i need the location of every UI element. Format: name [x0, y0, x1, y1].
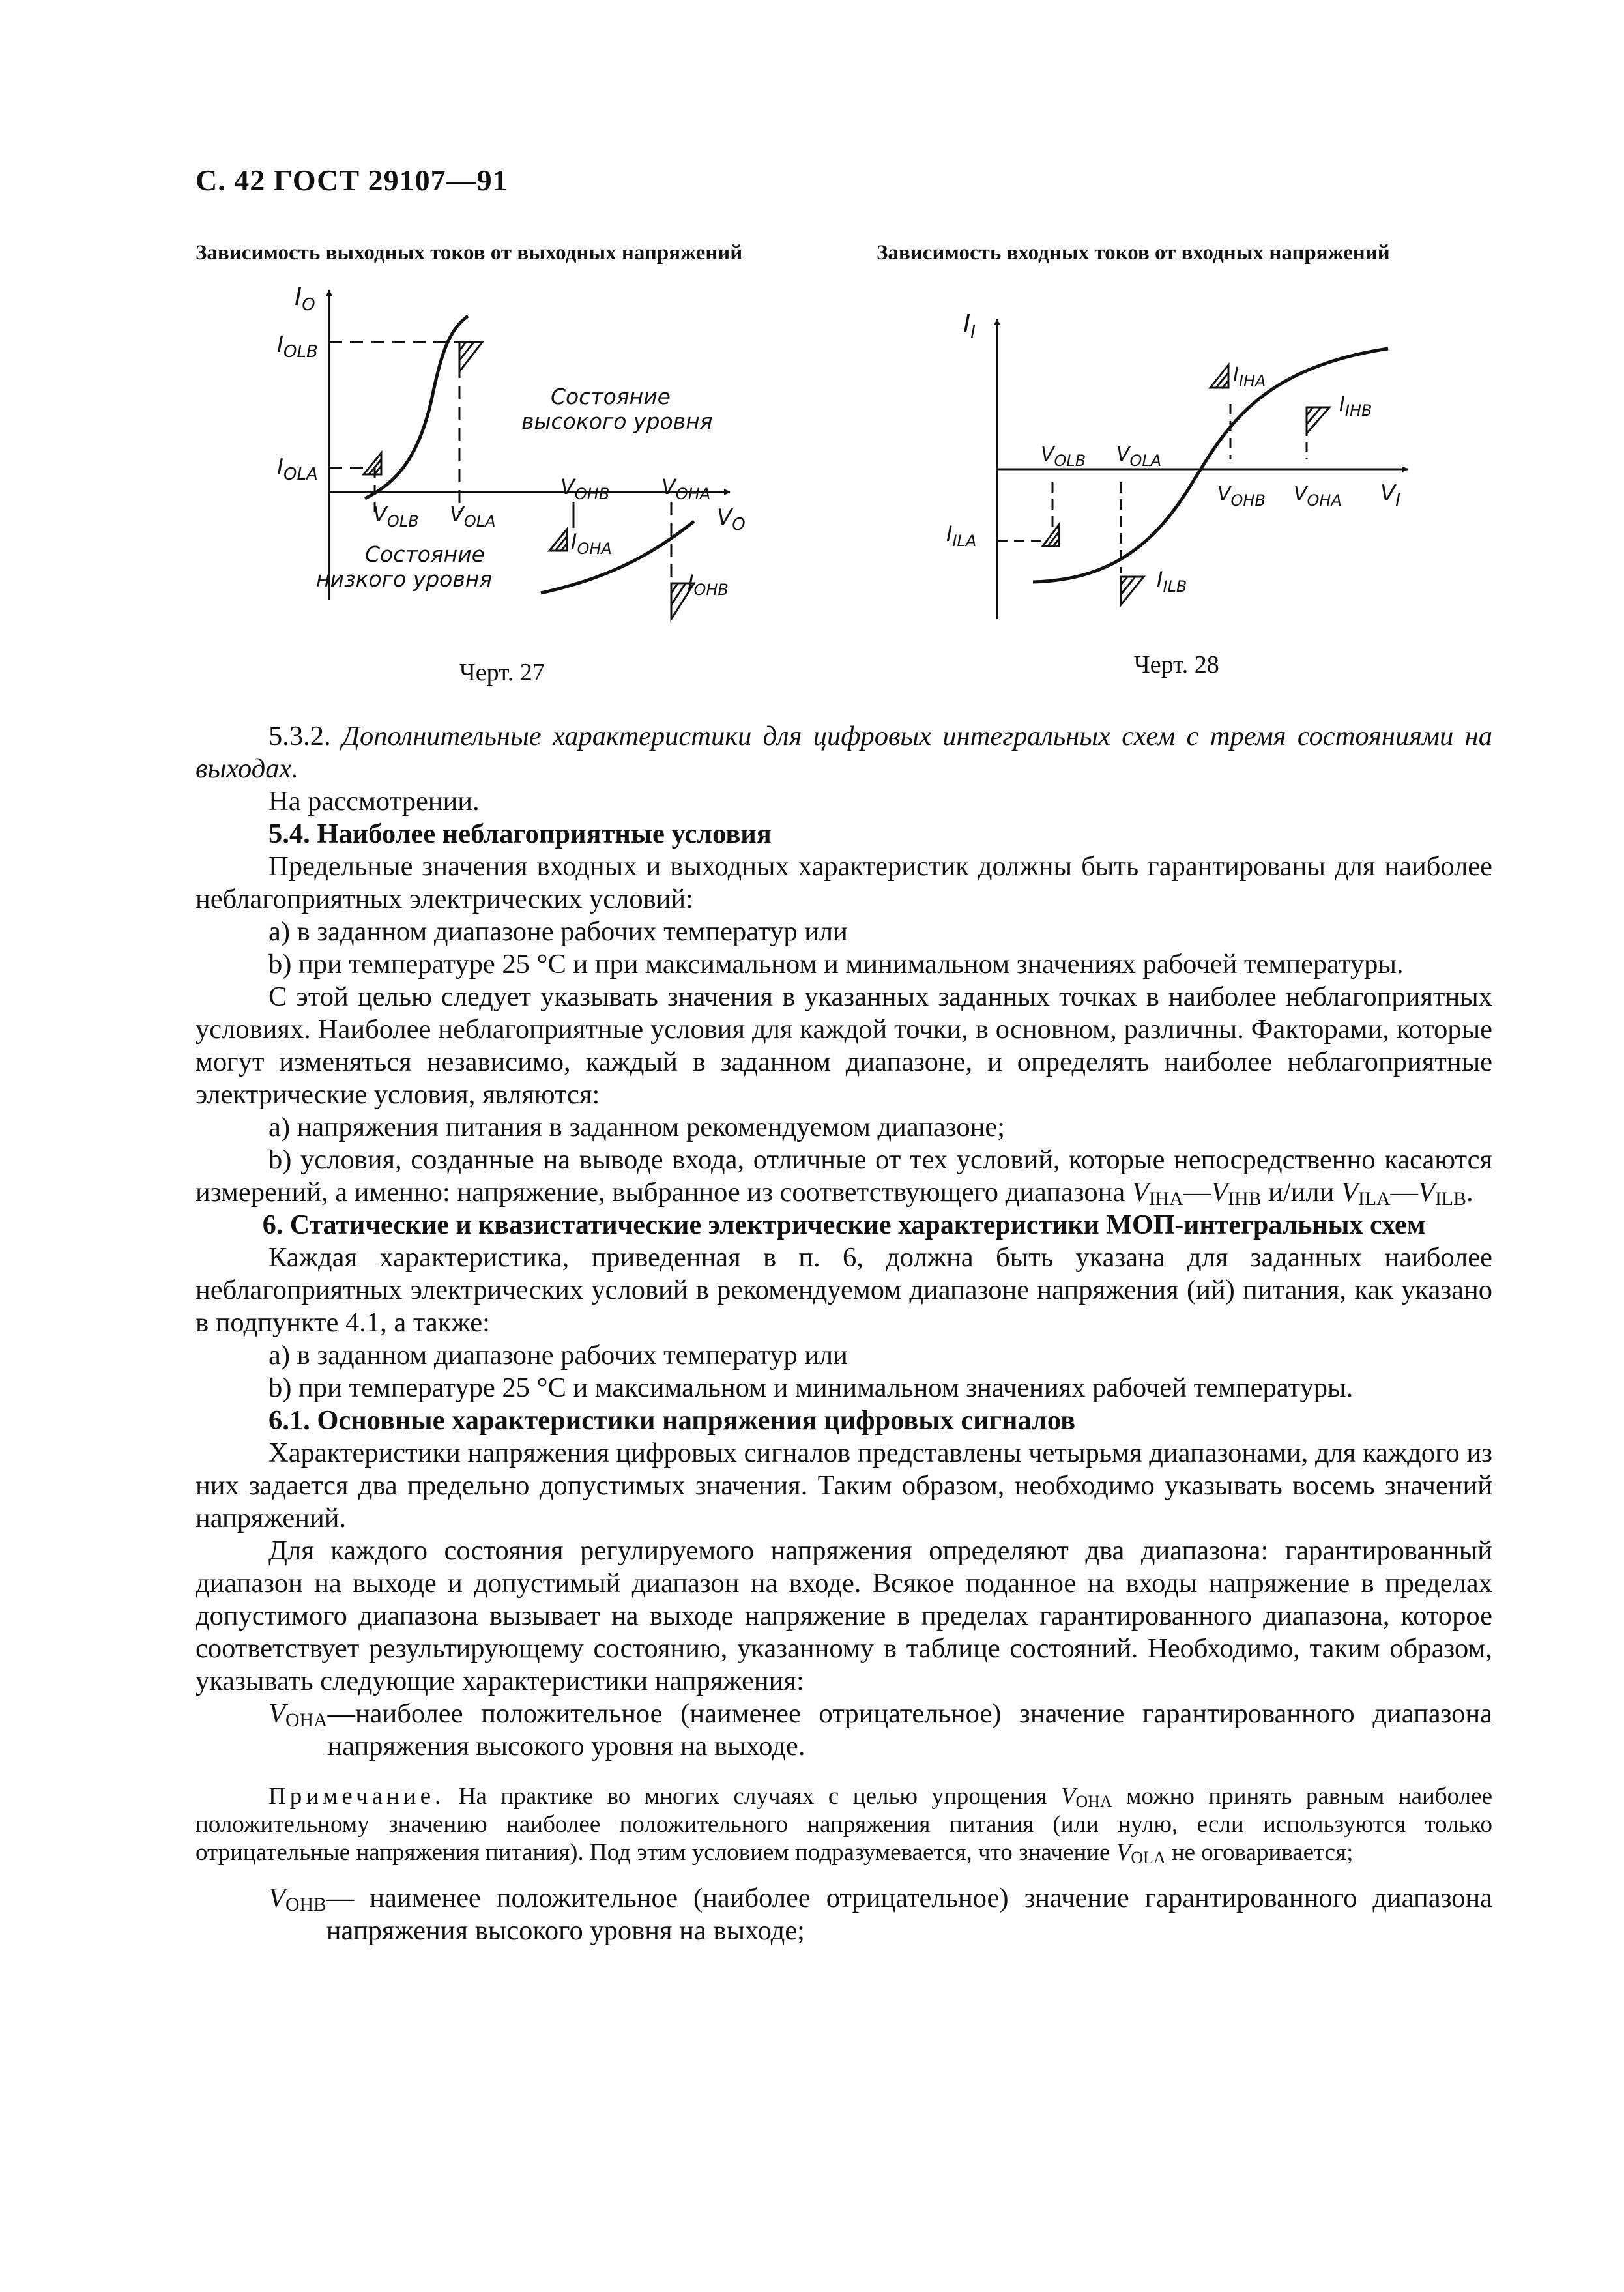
- para-6-1: Каждая характеристика, приведенная в п. 6, должна быть указана для заданных наиболее неблагоприятных электрических условий в рекомендуемом диапазоне напряжения (ий) питания, как указано в подпункте 4.1, а также:: [196, 1242, 1492, 1338]
- fig27-iolb-marker: [459, 342, 482, 371]
- svg-text:VOHA: $V_{OHA}$: [661, 474, 711, 503]
- svg-text:IOLB: $I_{OLB}$: [277, 332, 318, 362]
- fig28-iihb-marker: [1307, 407, 1329, 433]
- figure-28-caption: Зависимость входных токов от входных напряжений: [877, 241, 1390, 265]
- svg-text:VOLA: $V_{OLA}$: [1116, 443, 1162, 470]
- figure-27-caption: Зависимость выходных токов от выходных напряжений: [196, 241, 743, 265]
- svg-text:IOHB: $I_{OHB}$: [688, 570, 729, 599]
- fig27-iola-marker: [364, 453, 381, 474]
- list-5-4-a2: a) напряжения питания в заданном рекомендуемом диапазоне;: [268, 1112, 1006, 1142]
- svg-text:VOLA: $V_{OLA}$: [450, 502, 496, 530]
- heading-6: 6. Статические и квазистатические электрические характеристики МОП-интегральных схем: [262, 1210, 1426, 1240]
- fig28-y-label: $I_I$: [963, 310, 976, 342]
- svg-text:VOHA: $V_{OHA}$: [1294, 483, 1342, 510]
- figure-28-diagram: [938, 306, 1447, 639]
- note-paragraph: Примечание. На практике во многих случаях с целью упрощения $V_{OHA}$ можно принять равным наиболее положительному значению наиболее положительного напряжения питания (или нулю, если используются только отрицательные напряжения питания). Под этим условием подразумевается, что значение $V_{OLA}$ не оговаривается;: [196, 1783, 1492, 1868]
- heading-5-4: 5.4. Наиболее неблагоприятные условия: [268, 819, 772, 849]
- svg-text:VOHB: $V_{OHB}$: [560, 474, 610, 503]
- para-review: На рассмотрении.: [268, 786, 480, 817]
- fig28-curve: [1033, 349, 1388, 582]
- list-5-4-a: a) в заданном диапазоне рабочих температур или: [268, 916, 848, 947]
- page-header: С. 42 ГОСТ 29107—91: [196, 164, 508, 197]
- list-5-4-b: b) при температуре 25 °С и при максимальном и минимальном значениях рабочей температуры.: [268, 949, 1404, 979]
- para-6-1-1: Характеристики напряжения цифровых сигналов представлены четырьмя диапазонами, для каждого из них задается два предельно допустимых значения. Таким образом, необходимо указывать восемь значений напряжений.: [196, 1438, 1492, 1533]
- fig28-iiha-marker: [1210, 365, 1228, 388]
- fig28-iila-marker: [1043, 525, 1059, 546]
- svg-text:VOLB: $V_{OLB}$: [373, 502, 419, 530]
- list-5-4-b2: b) условия, созданные на выводе входа, отличные от тех условий, которые непосредственно касаются измерений, а именно: напряжение, выбранное из соответствующего диапазона $V_{IHA}—V_{IHB}$ и/или $V_{ILA}—V_{ILB}$.: [196, 1144, 1492, 1210]
- svg-text:IIHB: $I_{IHB}$: [1339, 393, 1372, 420]
- svg-text:VO: $V_O$: [717, 504, 746, 534]
- fig27-y-label: $I_O$: [295, 282, 315, 315]
- definition-voha: $V_{OHA}$ —наиболее положительное (наименее отрицательное) значение гарантированного диапазона напряжения высокого уровня на выходе.: [268, 1698, 1492, 1762]
- list-6-b: b) при температуре 25 °С и максимальном и минимальном значениях рабочей температуры.: [268, 1372, 1354, 1403]
- svg-text:высокого уровня: высокого уровня: [521, 409, 713, 434]
- list-6-a: a) в заданном диапазоне рабочих температур или: [268, 1340, 848, 1371]
- para-5-3-2: 5.3.2. Дополнительные характеристики для цифровых интегральных схем с тремя состояниями на выходах.: [196, 721, 1492, 784]
- svg-text:IIHA: $I_{IHA}$: [1233, 364, 1266, 390]
- svg-text:VOHB: $V_{OHB}$: [1217, 483, 1266, 510]
- heading-6-1: 6.1. Основные характеристики напряжения цифровых сигналов: [268, 1405, 1076, 1436]
- fig28-iilb-marker: [1121, 577, 1144, 605]
- svg-text:IOLA: $I_{OLA}$: [277, 454, 318, 484]
- fig27-high-state-label: Состояние: [551, 384, 671, 409]
- svg-text:VI: $V_I$: [1380, 480, 1400, 510]
- svg-text:низкого уровня: низкого уровня: [316, 566, 493, 592]
- fig27-ioha-marker: [549, 529, 567, 551]
- para-5-4-1: Предельные значения входных и выходных характеристик должны быть гарантированы для наиболее неблагоприятных электрических условий:: [196, 851, 1492, 914]
- svg-text:IILB: $I_{ILB}$: [1157, 567, 1187, 596]
- figure-27-diagram: [277, 274, 762, 652]
- definition-vohb: $V_{OHB}$ — наименее положительное (наиболее отрицательное) значение гарантированного диапазона напряжения высокого уровня на выходе;: [268, 1883, 1492, 1946]
- svg-text:VOLB: $V_{OLB}$: [1041, 443, 1086, 470]
- svg-text:IILA: $I_{ILA}$: [946, 521, 977, 550]
- fig27-low-state-label: Состояние: [365, 542, 485, 567]
- svg-text:IOHA: $I_{OHA}$: [571, 529, 612, 558]
- figure-27-label: Черт. 27: [459, 659, 545, 686]
- document-body: [196, 720, 1492, 1947]
- figure-28-label: Черт. 28: [1134, 651, 1219, 678]
- para-6-1-2: Для каждого состояния регулируемого напряжения определяют два диапазона: гарантированный диапазон на выходе и допустимый диапазон на входе. Всякое поданное на входы напряжение в пределах допустимого диапазона вызывает на выходе напряжение в пределах гарантированного диапазона, которое соответствует результирующему состоянию, указанному в таблице состояний. Необходимо, таким образом, указывать следующие характеристики напряжения:: [196, 1535, 1492, 1696]
- para-5-4-2: С этой целью следует указывать значения в указанных заданных точках в наиболее неблагоприятных условиях. Наиболее неблагоприятные условия для каждой точки, в основном, различны. Факторами, которые могут изменяться независимо, каждый в заданном диапазоне, и определять наиболее неблагоприятные электрические условия, являются:: [196, 981, 1492, 1110]
